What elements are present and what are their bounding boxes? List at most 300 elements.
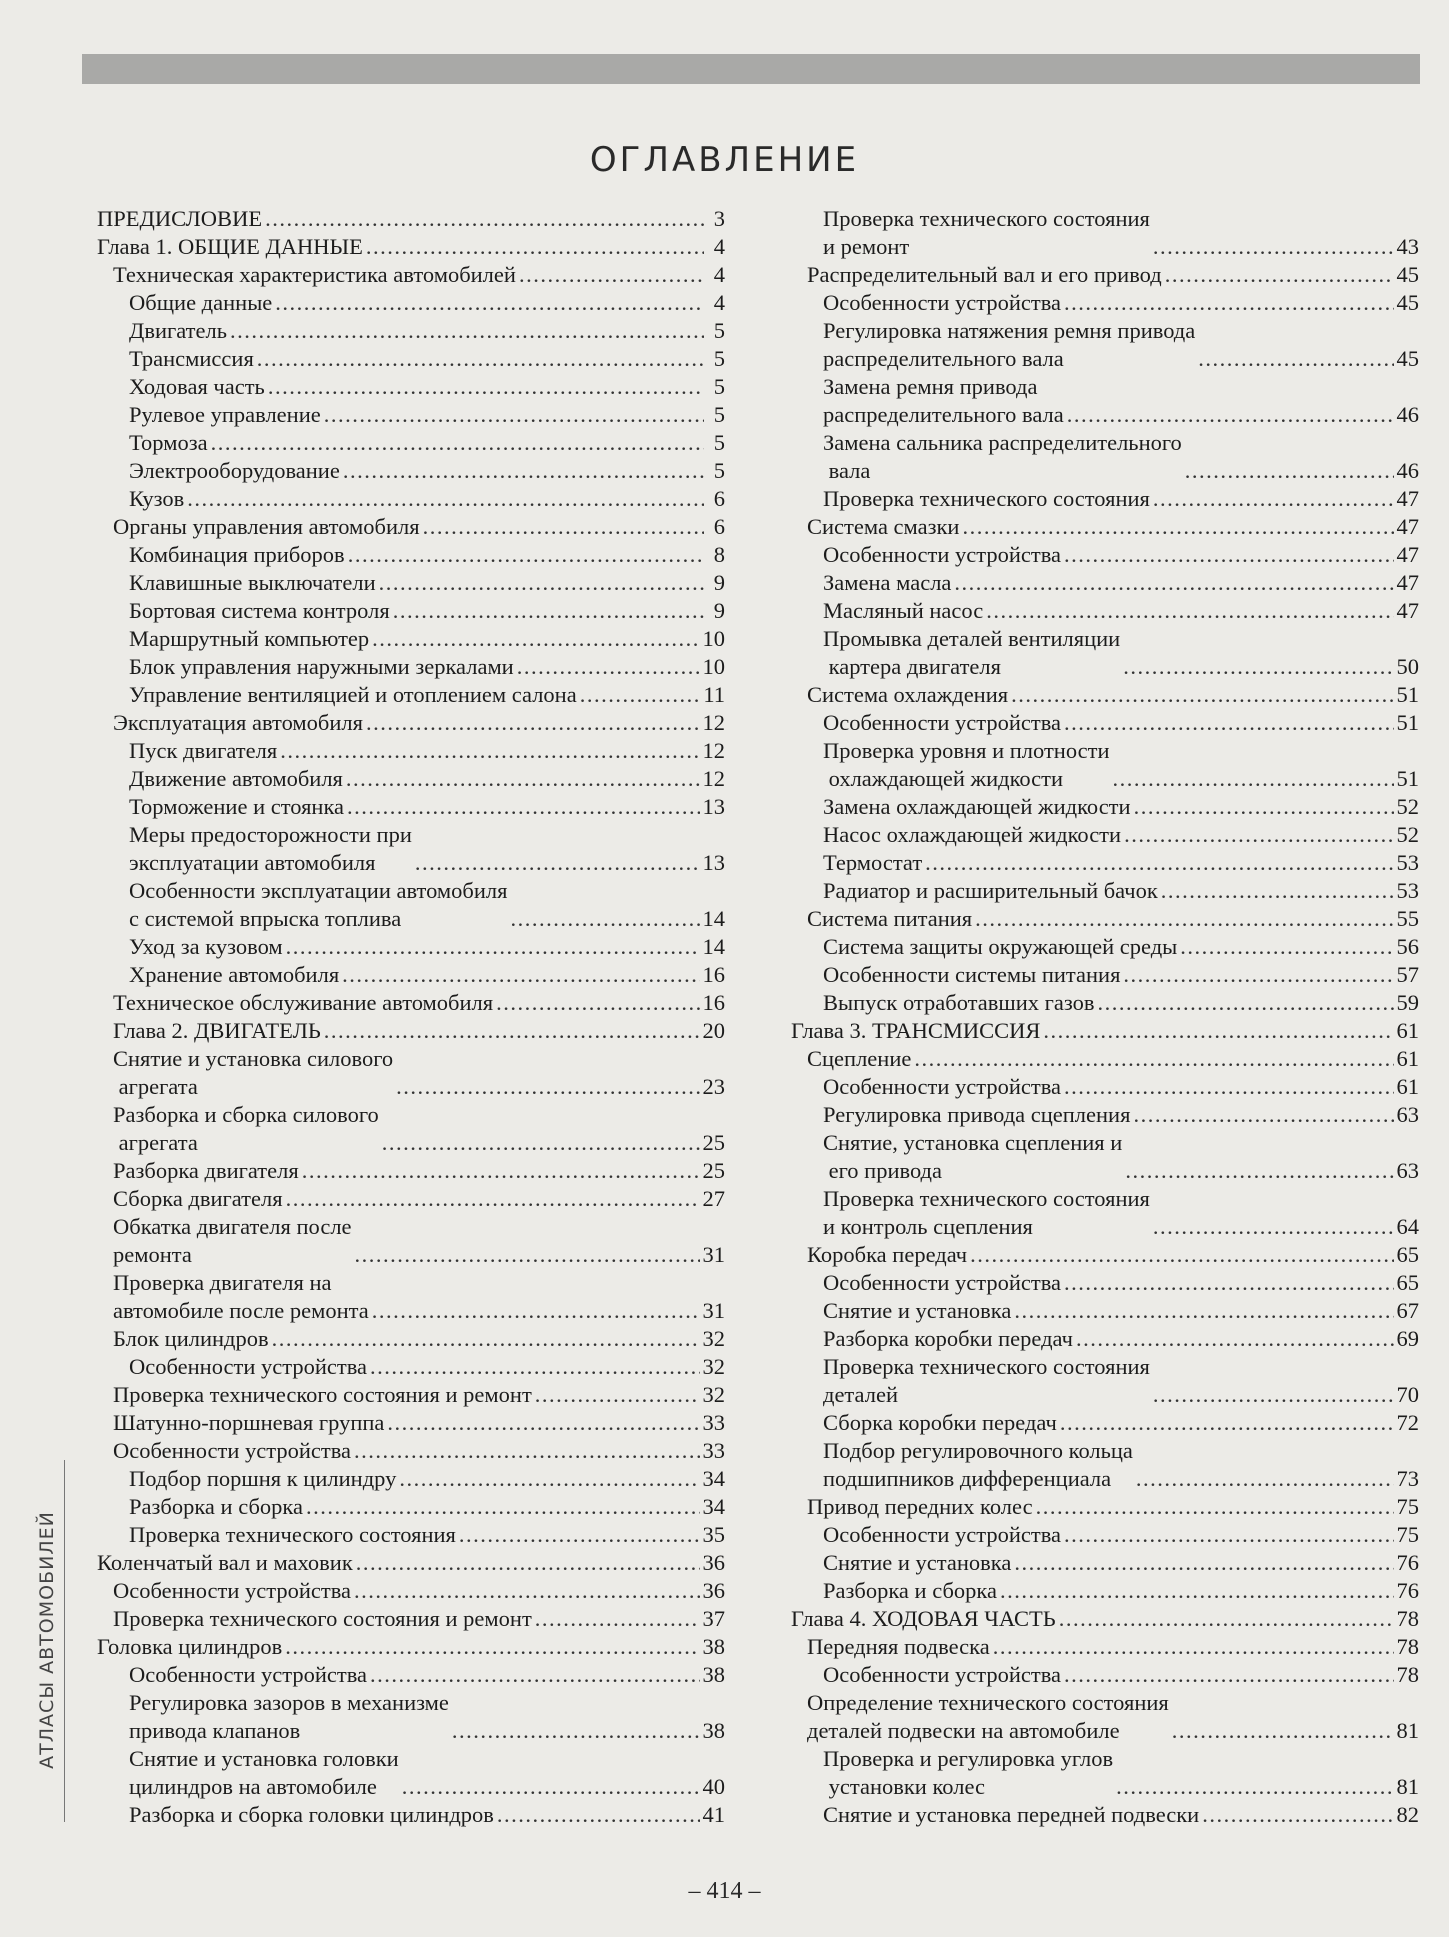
leader-dots [535, 1381, 700, 1409]
toc-entry-page: 53 [1396, 850, 1419, 875]
toc-entry-title: Тормоза [129, 430, 208, 455]
toc-entry-title: Распределительный вал и его привод [807, 262, 1162, 287]
toc-entry-page: 9 [713, 598, 725, 623]
leader-dots [970, 1241, 1393, 1269]
toc-entry[interactable] [97, 317, 725, 345]
toc-entry-title: Маршрутный компьютер [129, 626, 370, 651]
toc-entry-title: Особенности устройства [129, 1354, 368, 1379]
toc-entry-page: 65 [1396, 1270, 1419, 1295]
leader-dots [1153, 1381, 1394, 1409]
toc-entry-title: Эксплуатация автомобиля [113, 710, 363, 735]
toc-entry[interactable] [97, 513, 725, 541]
toc-entry[interactable] [791, 205, 1419, 261]
leader-dots [272, 1325, 700, 1353]
leader-dots [993, 1633, 1394, 1661]
toc-entry-title: Замена масла [823, 570, 952, 595]
toc-entry-page: 12 [702, 738, 725, 763]
toc-entry-title: Сцепление [807, 1046, 912, 1071]
leader-dots [1064, 1521, 1393, 1549]
toc-entry-page: 51 [1396, 682, 1419, 707]
toc-entry-page: 10 [702, 626, 725, 651]
toc-entry-title: Разборка двигателя [113, 1158, 299, 1183]
toc-entry-title: Глава 2. ДВИГАТЕЛЬ [113, 1018, 321, 1043]
toc-entry-page: 11 [703, 682, 725, 707]
toc-entry-page: 5 [713, 318, 725, 343]
toc-entry-page: 36 [702, 1578, 725, 1603]
toc-entry[interactable] [97, 1353, 725, 1381]
toc-entry-page: 43 [1396, 234, 1419, 259]
toc-entry-page: 59 [1396, 990, 1419, 1015]
toc-entry-page: 65 [1396, 1242, 1419, 1267]
leader-dots [366, 233, 704, 261]
toc-entry-page: 38 [702, 1662, 725, 1687]
toc-entry-page: 33 [702, 1410, 725, 1435]
toc-entry-title: Снятие и установка силового агрегата [113, 1046, 394, 1099]
toc-entry-title: Коленчатый вал и маховик [97, 1550, 353, 1575]
toc-entry-title: Подбор поршня к цилиндру [129, 1466, 397, 1491]
toc-entry[interactable] [791, 989, 1419, 1017]
toc-entry[interactable] [791, 737, 1419, 793]
leader-dots [1124, 821, 1393, 849]
toc-entry[interactable] [791, 569, 1419, 597]
toc-entry[interactable] [791, 877, 1419, 905]
toc-entry-page: 78 [1396, 1606, 1419, 1631]
toc-entry[interactable] [97, 1157, 725, 1185]
leader-dots [382, 1129, 700, 1157]
toc-entry-title: Особенности устройства [113, 1578, 352, 1603]
toc-entry[interactable] [97, 877, 725, 933]
leader-dots [1134, 793, 1394, 821]
toc-entry[interactable] [791, 373, 1419, 429]
toc-entry-page: 63 [1396, 1102, 1419, 1127]
toc-entry-page: 35 [702, 1522, 725, 1547]
toc-entry-title: Клавишные выключатели [129, 570, 376, 595]
toc-entry[interactable] [791, 1549, 1419, 1577]
toc-entry-page: 5 [713, 458, 725, 483]
toc-entry-title: Трансмиссия [129, 346, 254, 371]
toc-entry-title: Коробка передач [807, 1242, 968, 1267]
toc-entry-page: 52 [1396, 794, 1419, 819]
toc-entry-title: Система охлаждения [807, 682, 1009, 707]
toc-entry-page: 9 [713, 570, 725, 595]
toc-entry-page: 33 [702, 1438, 725, 1463]
toc-entry-page: 78 [1396, 1634, 1419, 1659]
toc-entry-title: Замена ремня привода распределительного вала [823, 374, 1064, 427]
toc-entry-page: 52 [1396, 822, 1419, 847]
toc-entry-page: 67 [1396, 1298, 1419, 1323]
toc-entry-title: Проверка технического состояния и ремонт [113, 1382, 532, 1407]
toc-entry-page: 69 [1396, 1326, 1419, 1351]
toc-entry-title: Ходовая часть [129, 374, 265, 399]
toc-entry-title: Замена охлаждающей жидкости [823, 794, 1131, 819]
toc-entry[interactable] [791, 1437, 1419, 1493]
toc-entry[interactable] [791, 1745, 1419, 1801]
toc-entry-title: Проверка технического состояния деталей [823, 1354, 1150, 1407]
page-title: ОГЛАВЛЕНИЕ [589, 140, 860, 180]
leader-dots [324, 1017, 700, 1045]
toc-entry-title: Регулировка зазоров в механизме привода клапанов [129, 1690, 449, 1743]
toc-entry-title: Блок цилиндров [113, 1326, 269, 1351]
toc-entry[interactable] [97, 1493, 725, 1521]
toc-entry[interactable] [97, 1017, 725, 1045]
toc-entry-title: Уход за кузовом [129, 934, 283, 959]
toc-entry-page: 51 [1396, 766, 1419, 791]
toc-entry[interactable] [791, 1633, 1419, 1661]
leader-dots [402, 1773, 700, 1801]
toc-entry[interactable] [97, 261, 725, 289]
leader-dots [286, 1185, 700, 1213]
leader-dots [1060, 1409, 1394, 1437]
toc-entry[interactable] [97, 1577, 725, 1605]
leader-dots [366, 709, 700, 737]
toc-entry-title: Привод передних колес [807, 1494, 1033, 1519]
toc-entry[interactable] [97, 1409, 725, 1437]
toc-entry[interactable] [97, 289, 725, 317]
toc-entry-page: 61 [1396, 1018, 1419, 1043]
leader-dots [393, 597, 704, 625]
toc-entry[interactable] [97, 1101, 725, 1157]
leader-dots [954, 569, 1393, 597]
toc-entry[interactable] [791, 597, 1419, 625]
toc-entry-title: Термостат [823, 850, 923, 875]
toc-entry-page: 75 [1396, 1494, 1419, 1519]
toc-entry[interactable] [791, 485, 1419, 513]
leader-dots [347, 793, 699, 821]
toc-entry-title: Проверка уровня и плотности охлаждающей жидкости [823, 738, 1110, 791]
toc-entry-page: 40 [702, 1774, 725, 1799]
toc-entry-title: Проверка двигателя на автомобиле после ремонта [113, 1270, 369, 1323]
toc-entry-title: Особенности эксплуатации автомобиля с системой впрыска топлива [129, 878, 508, 931]
toc-entry-page: 32 [702, 1382, 725, 1407]
toc-entry-title: Особенности устройства [823, 710, 1062, 735]
toc-entry[interactable] [97, 401, 725, 429]
toc-entry-page: 45 [1396, 290, 1419, 315]
toc-entry-title: Меры предосторожности при эксплуатации автомобиля [129, 822, 412, 875]
toc-entry[interactable] [791, 1073, 1419, 1101]
toc-entry-title: Глава 4. ХОДОВАЯ ЧАСТЬ [791, 1606, 1056, 1631]
leader-dots [519, 261, 704, 289]
toc-entry[interactable] [97, 569, 725, 597]
toc-entry-title: Техническая характеристика автомобилей [113, 262, 516, 287]
toc-entry[interactable] [97, 541, 725, 569]
leader-dots [302, 1157, 700, 1185]
toc-entry-page: 5 [713, 430, 725, 455]
toc-entry[interactable] [97, 1269, 725, 1325]
toc-entry[interactable] [97, 681, 725, 709]
toc-entry[interactable] [97, 653, 725, 681]
toc-entry-page: 12 [702, 766, 725, 791]
toc-entry[interactable] [97, 1689, 725, 1745]
toc-entry-page: 31 [702, 1242, 725, 1267]
toc-entry[interactable] [97, 1325, 725, 1353]
toc-entry[interactable] [97, 1521, 725, 1549]
toc-entry-page: 47 [1396, 598, 1419, 623]
toc-entry-page: 46 [1396, 402, 1419, 427]
toc-entry[interactable] [791, 289, 1419, 317]
leader-dots [423, 513, 704, 541]
toc-entry[interactable] [791, 1185, 1419, 1241]
leader-dots [415, 849, 700, 877]
toc-entry[interactable] [97, 373, 725, 401]
toc-entry[interactable] [97, 233, 725, 261]
toc-entry-page: 45 [1396, 346, 1419, 371]
toc-entry-page: 61 [1396, 1046, 1419, 1071]
leader-dots [1136, 1465, 1394, 1493]
leader-dots [1064, 1661, 1393, 1689]
leader-dots [211, 429, 704, 457]
leader-dots [372, 625, 699, 653]
leader-dots [1064, 1269, 1393, 1297]
toc-entry-title: Замена сальника распределительного вала [823, 430, 1182, 483]
toc-entry[interactable] [791, 1605, 1419, 1633]
toc-entry-page: 57 [1396, 962, 1419, 987]
toc-entry-title: Особенности устройства [823, 542, 1062, 567]
toc-entry[interactable] [97, 1605, 725, 1633]
side-rule [64, 1460, 65, 1822]
toc-entry[interactable] [97, 1045, 725, 1101]
toc-entry-title: Особенности устройства [129, 1662, 368, 1687]
toc-entry[interactable] [791, 261, 1419, 289]
leader-dots [285, 1633, 699, 1661]
leader-dots [187, 485, 704, 513]
leader-dots [396, 1073, 699, 1101]
toc-entry[interactable] [97, 933, 725, 961]
leader-dots [1123, 653, 1393, 681]
toc-entry[interactable] [97, 1549, 725, 1577]
toc-entry-page: 14 [702, 934, 725, 959]
toc-entry-page: 81 [1396, 1718, 1419, 1743]
leader-dots [354, 1577, 699, 1605]
toc-entry-page: 78 [1396, 1662, 1419, 1687]
toc-entry[interactable] [791, 541, 1419, 569]
toc-entry[interactable] [97, 737, 725, 765]
toc-entry-page: 23 [702, 1074, 725, 1099]
page-number: – 414 – [688, 1878, 761, 1904]
toc-entry-page: 37 [702, 1606, 725, 1631]
toc-entry[interactable] [791, 1521, 1419, 1549]
leader-dots [1172, 1717, 1394, 1745]
side-label: АТЛАСЫ АВТОМОБИЛЕЙ [36, 1511, 58, 1769]
toc-entry[interactable] [97, 1213, 725, 1269]
toc-entry[interactable] [791, 849, 1419, 877]
leader-dots [1202, 1801, 1393, 1829]
toc-entry-page: 32 [702, 1326, 725, 1351]
toc-entry-title: Особенности устройства [823, 1270, 1062, 1295]
toc-entry-page: 38 [702, 1718, 725, 1743]
toc-entry[interactable] [791, 1409, 1419, 1437]
toc-entry-page: 53 [1396, 878, 1419, 903]
toc-entry-title: Шатунно-поршневая группа [113, 1410, 385, 1435]
toc-entry-page: 12 [702, 710, 725, 735]
toc-entry[interactable] [791, 317, 1419, 373]
toc-entry-page: 31 [702, 1298, 725, 1323]
toc-entry[interactable] [791, 513, 1419, 541]
toc-entry-page: 14 [702, 906, 725, 931]
toc-entry-page: 75 [1396, 1522, 1419, 1547]
toc-entry[interactable] [97, 1801, 725, 1829]
toc-entry[interactable] [97, 821, 725, 877]
toc-entry-page: 4 [713, 262, 725, 287]
toc-entry-page: 5 [713, 402, 725, 427]
toc-entry[interactable] [791, 1353, 1419, 1409]
toc-entry[interactable] [791, 1325, 1419, 1353]
toc-entry[interactable] [791, 1269, 1419, 1297]
toc-entry-page: 13 [702, 794, 725, 819]
leader-dots [1165, 261, 1394, 289]
leader-dots [399, 1465, 699, 1493]
toc-entry[interactable] [791, 1017, 1419, 1045]
toc-entry[interactable] [791, 681, 1419, 709]
toc-entry[interactable] [97, 1381, 725, 1409]
toc-entry-title: Рулевое управление [129, 402, 321, 427]
leader-dots [1113, 765, 1394, 793]
leader-dots [275, 289, 704, 317]
toc-entry[interactable] [97, 1185, 725, 1213]
toc-entry[interactable] [97, 205, 725, 233]
leader-dots [1185, 457, 1394, 485]
toc-entry-page: 64 [1396, 1214, 1419, 1239]
toc-entry[interactable] [791, 1661, 1419, 1689]
toc-entry[interactable] [791, 709, 1419, 737]
toc-entry[interactable] [97, 1633, 725, 1661]
toc-entry-title: Головка цилиндров [97, 1634, 283, 1659]
toc-entry-title: Проверка технического состояния [129, 1522, 456, 1547]
toc-entry-title: Пуск двигателя [129, 738, 278, 763]
toc-entry-title: Электрооборудование [129, 458, 340, 483]
toc-entry-title: Хранение автомобиля [129, 962, 340, 987]
toc-entry[interactable] [97, 429, 725, 457]
toc-entry[interactable] [791, 1129, 1419, 1185]
toc-entry-title: Особенности устройства [823, 1522, 1062, 1547]
toc-entry-title: Масляный насос [823, 598, 984, 623]
toc-entry-title: Особенности устройства [823, 1662, 1062, 1687]
toc-entry-page: 27 [702, 1186, 725, 1211]
toc-entry[interactable] [97, 793, 725, 821]
leader-dots [348, 541, 704, 569]
toc-entry-page: 20 [702, 1018, 725, 1043]
leader-dots [1125, 1157, 1393, 1185]
leader-dots [372, 1297, 700, 1325]
toc-entry[interactable] [791, 1101, 1419, 1129]
toc-entry[interactable] [791, 1241, 1419, 1269]
toc-entry-page: 25 [702, 1130, 725, 1155]
toc-entry[interactable] [97, 1745, 725, 1801]
leader-dots [1014, 1549, 1393, 1577]
toc-entry[interactable] [97, 765, 725, 793]
toc-entry-page: 47 [1396, 514, 1419, 539]
leader-dots [1133, 1101, 1393, 1129]
toc-entry[interactable] [791, 1577, 1419, 1605]
toc-entry[interactable] [97, 345, 725, 373]
toc-entry-page: 16 [702, 990, 725, 1015]
toc-entry-title: Проверка технического состояния и ремонт [823, 206, 1150, 259]
toc-entry-page: 55 [1396, 906, 1419, 931]
toc-right-column [791, 205, 1419, 1829]
leader-dots [452, 1717, 700, 1745]
toc-entry-page: 5 [713, 346, 725, 371]
toc-entry-page: 34 [702, 1466, 725, 1491]
leader-dots [1116, 1773, 1393, 1801]
leader-dots [346, 765, 700, 793]
toc-entry[interactable] [791, 1689, 1419, 1745]
toc-entry-page: 41 [702, 1802, 725, 1827]
toc-entry[interactable] [791, 793, 1419, 821]
toc-entry[interactable] [791, 1045, 1419, 1073]
toc-entry[interactable] [791, 933, 1419, 961]
toc-entry[interactable] [791, 1493, 1419, 1521]
toc-entry[interactable] [97, 1661, 725, 1689]
toc-entry-title: Система защиты окружающей среды [823, 934, 1178, 959]
toc-entry-title: Техническое обслуживание автомобиля [113, 990, 494, 1015]
leader-dots [1043, 1017, 1393, 1045]
toc-entry-title: Общие данные [129, 290, 273, 315]
leader-dots [1153, 1213, 1394, 1241]
toc-entry[interactable] [97, 485, 725, 513]
toc-entry-title: Бортовая система контроля [129, 598, 390, 623]
leader-dots [265, 205, 704, 233]
toc-entry-title: Регулировка натяжения ремня привода распределительного вала [823, 318, 1196, 371]
leader-dots [496, 989, 699, 1017]
leader-dots [1076, 1325, 1394, 1353]
leader-dots [1059, 1605, 1394, 1633]
toc-entry[interactable] [97, 989, 725, 1017]
toc-entry[interactable] [97, 1437, 725, 1465]
toc-entry-title: Торможение и стоянка [129, 794, 345, 819]
leader-dots [517, 653, 700, 681]
toc-entry-page: 81 [1396, 1774, 1419, 1799]
toc-entry[interactable] [97, 961, 725, 989]
leader-dots [324, 401, 704, 429]
toc-entry-page: 63 [1396, 1158, 1419, 1183]
toc-entry-title: Глава 3. ТРАНСМИССИЯ [791, 1018, 1041, 1043]
toc-entry-title: Снятие и установка головки цилиндров на автомобиле [129, 1746, 399, 1799]
toc-entry-title: Система смазки [807, 514, 960, 539]
toc-entry-page: 38 [702, 1634, 725, 1659]
toc-entry-page: 56 [1396, 934, 1419, 959]
toc-entry[interactable] [97, 625, 725, 653]
toc-entry-title: Движение автомобиля [129, 766, 343, 791]
toc-entry[interactable] [97, 457, 725, 485]
toc-entry[interactable] [791, 905, 1419, 933]
toc-entry-page: 45 [1396, 262, 1419, 287]
toc-entry[interactable] [791, 961, 1419, 989]
toc-entry-title: Разборка и сборка силового агрегата [113, 1102, 379, 1155]
toc-entry[interactable] [791, 625, 1419, 681]
toc-entry[interactable] [97, 1465, 725, 1493]
leader-dots [580, 681, 701, 709]
toc-entry-page: 13 [702, 850, 725, 875]
toc-entry-title: Насос охлаждающей жидкости [823, 822, 1122, 847]
toc-entry[interactable] [791, 1297, 1419, 1325]
leader-dots [1011, 681, 1393, 709]
leader-dots [535, 1605, 700, 1633]
toc-entry[interactable] [97, 597, 725, 625]
toc-entry-title: Глава 1. ОБЩИЕ ДАННЫЕ [97, 234, 363, 259]
header-band [82, 54, 1420, 84]
toc-entry[interactable] [791, 429, 1419, 485]
toc-entry[interactable] [791, 821, 1419, 849]
toc-entry[interactable] [97, 709, 725, 737]
toc-entry[interactable] [791, 1801, 1419, 1829]
toc-entry-page: 76 [1396, 1550, 1419, 1575]
toc-entry-page: 4 [713, 290, 725, 315]
leader-dots [370, 1661, 699, 1689]
toc-entry-title: Особенности устройства [823, 1074, 1062, 1099]
toc-entry-page: 32 [702, 1354, 725, 1379]
toc-entry-page: 47 [1396, 486, 1419, 511]
toc-entry-title: Определение технического состояния деталей подвески на автомобиле [807, 1690, 1169, 1743]
toc-entry-page: 61 [1396, 1074, 1419, 1099]
